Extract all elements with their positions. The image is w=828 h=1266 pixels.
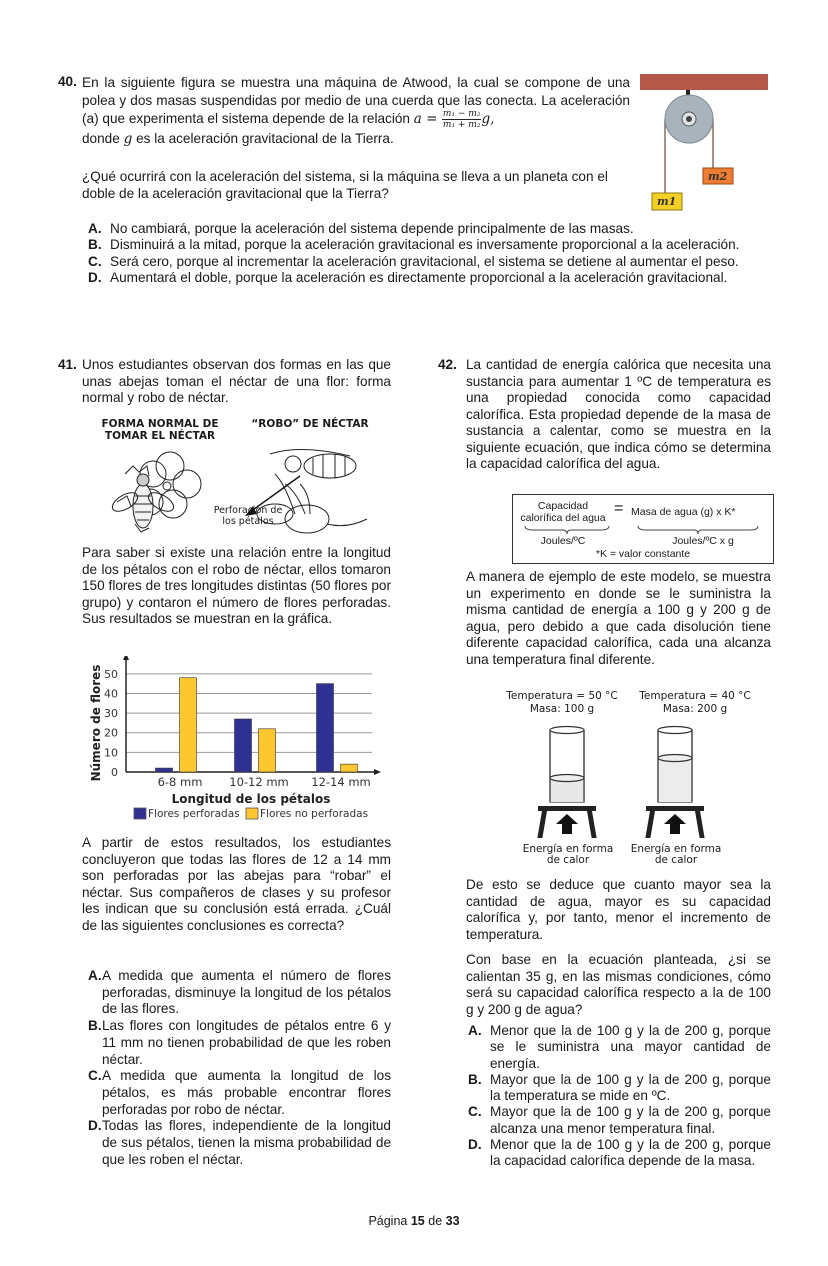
question-number: 41. [58, 357, 77, 372]
bar-perforated [235, 719, 252, 772]
option-d[interactable] [88, 270, 778, 286]
option-text: Las flores con longitudes de pétalos entre 6 y 11 mm no tienen probabilidad de que les roben néctar. [102, 1018, 391, 1067]
option-letter: D. [88, 1118, 102, 1134]
intro-text-2a: donde [82, 131, 120, 146]
figure-title-normal: FORMA NORMAL DE TOMAR EL NÉCTAR [101, 418, 219, 442]
current-page: 15 [410, 1214, 425, 1228]
option-text: Disminuirá a la mitad, porque la aceleración gravitacional es inversamente proporcional a la aceleración. [110, 237, 740, 253]
beakers-svg [498, 718, 763, 838]
question-41-para2: A partir de estos resultados, los estudiantes concluyeron que todas las flores de 12 a 14 mm son perforadas por las abejas para “robar” el néctar. Sus compañeros de clases y su profesor les indican que su conclusión está errada. ¿Cuál de las siguientes conclusiones es correcta? [82, 835, 391, 933]
question-40 [58, 74, 630, 202]
option-b[interactable] [88, 237, 778, 253]
formula [413, 109, 495, 130]
heat-arrow-2-icon [664, 814, 686, 834]
beaker-2-mass: Masa: 200 g [662, 703, 728, 715]
question-number: 40. [58, 74, 77, 89]
equation-lhs-unit: Joules/ºC [540, 535, 586, 547]
bar-not-perforated [341, 764, 358, 772]
atwood-machine-figure [640, 74, 770, 216]
flower-with-bee-icon [109, 452, 201, 532]
legend-label: Flores perforadas [148, 808, 240, 820]
formula-fraction [442, 109, 482, 130]
figure-title-robbery: “ROBO” DE NÉCTAR [251, 418, 369, 430]
beaker-1-mass: Masa: 100 g [529, 703, 595, 715]
question-number: 42. [438, 357, 457, 372]
option-b[interactable] [468, 1072, 771, 1105]
question-42-prompt: Con base en la ecuación planteada, ¿si se calientan 35 g, en las mismas condiciones, cómo será su capacidad calorífica respecto a la de 100 g y 200 g de agua? [466, 952, 771, 1017]
heat-capacity-equation [512, 494, 774, 564]
footer-middle: de [428, 1214, 443, 1228]
bar-perforated [156, 768, 173, 772]
question-40-intro [82, 74, 630, 149]
beaker-1-icon [550, 727, 584, 803]
option-c[interactable] [88, 254, 778, 270]
beaker-1-energy-label: Energía en forma de calor [522, 843, 614, 866]
mass-2-label: m2 [708, 170, 728, 183]
formula-lhs: a = [413, 111, 438, 127]
question-41-para1: Para saber si existe una relación entre la longitud de los pétalos con el robo de néctar, ellos tomaron 150 flores de tres longitudes distintas (50 flores por grupo) y contaron el número de flores perforadas. Sus resultados se muestran en la gráfica. [82, 545, 391, 626]
perforation-label: Perforación de los pétalos [213, 505, 283, 527]
footer-prefix: Página [368, 1214, 408, 1228]
option-letter: D. [468, 1137, 482, 1153]
option-letter: A. [468, 1023, 482, 1038]
formula-tail: g, [481, 111, 495, 127]
y-tick-label: 10 [104, 746, 118, 760]
option-b[interactable] [88, 1018, 391, 1068]
question-40-prompt: ¿Qué ocurrirá con la aceleración del sistema, si la máquina se lleva a un planeta con el doble de la aceleración gravitacional que la Tierra? [82, 168, 608, 201]
option-letter: B. [88, 1018, 102, 1034]
equation-rhs: Masa de agua (g) x K* [631, 506, 736, 518]
legend-swatch [246, 808, 258, 819]
y-tick-label: 30 [104, 707, 118, 721]
beaker-2-icon [658, 727, 692, 803]
equation-rhs-unit: Joules/ºC x g [672, 535, 734, 547]
bar-not-perforated [259, 729, 276, 772]
question-41-intro: Unos estudiantes observan dos formas en las que unas abejas toman el néctar de una flor: forma normal y robo de néctar. [82, 357, 391, 405]
y-tick-label: 0 [111, 766, 118, 779]
question-41 [58, 357, 391, 407]
option-letter: C. [88, 1068, 102, 1084]
beaker-1-temperature: Temperatura = 50 °C [506, 690, 618, 702]
equation-lhs: Capacidad calorífica del agua [520, 500, 606, 524]
brace-icons [523, 525, 768, 535]
x-tick-label: 12-14 mm [311, 775, 371, 789]
option-letter: A. [88, 221, 102, 236]
intro-text: En la siguiente figura se muestra una máquina de Atwood, la cual se compone de una polea y dos masas suspendidas por medio de una cuerda que las conecta. La aceleración (a) que experimenta el sistema depende de la relación [82, 75, 630, 126]
option-a[interactable] [88, 221, 778, 237]
g-symbol: g [123, 131, 133, 147]
question-42-para1: A manera de ejemplo de este modelo, se muestra un experimento en donde se le suministra la misma cantidad de energía a 100 g y 200 g de agua, pero debido a que cada disolución tiene diferente capacidad calorífica, cada una alcanza una temperatura final diferente. [466, 569, 771, 667]
beaker-experiment-figure [498, 690, 763, 870]
option-c[interactable] [468, 1104, 771, 1137]
x-tick-label: 10-12 mm [229, 775, 289, 789]
total-pages: 33 [445, 1214, 460, 1228]
y-axis-label: Número de flores [89, 664, 103, 782]
legend-swatch [134, 808, 146, 819]
beaker-2-temperature: Temperatura = 40 °C [639, 690, 751, 702]
question-42 [438, 357, 771, 473]
y-tick-label: 40 [104, 687, 118, 701]
option-letter: A. [88, 968, 102, 983]
intro-text-2b: es la aceleración gravitacional de la Tierra. [136, 131, 394, 146]
option-d[interactable] [88, 1118, 391, 1168]
question-42-intro: La cantidad de energía calórica que necesita una sustancia para aumentar 1 ºC de temperatura es una propiedad conocida como capacidad calorífica. Esta propiedad depende de la masa de sustancia a calentar, como se muestra en la siguiente ecuación, que indica cómo se determina la capacidad calorífica del agua. [466, 357, 771, 471]
option-d[interactable] [468, 1137, 771, 1170]
question-42-para2: De esto se deduce que cuanto mayor sea la cantidad de agua, mayor es su capacidad calorífica y, por tanto, menor el incremento de temperatura. [466, 877, 771, 942]
option-text: Menor que la de 100 g y la de 200 g, porque la capacidad calorífica depende de la masa. [490, 1137, 771, 1169]
option-letter: B. [88, 237, 102, 253]
y-axis-arrow-icon [123, 656, 129, 660]
y-tick-label: 20 [104, 726, 118, 740]
option-letter: C. [88, 253, 102, 269]
legend-label: Flores no perforadas [260, 808, 369, 820]
bee-nectar-figure [95, 418, 380, 536]
option-text: A medida que aumenta el número de flores perforadas, disminuye la longitud de los pétalos de las flores. [102, 968, 391, 1017]
question-40-options [88, 221, 778, 286]
x-axis-arrow-icon [374, 769, 381, 775]
option-letter: C. [468, 1104, 482, 1120]
heat-arrow-1-icon [556, 814, 578, 834]
option-c[interactable] [88, 1068, 391, 1118]
option-a[interactable] [468, 1023, 771, 1072]
y-tick-label: 50 [104, 667, 118, 681]
bar-chart-svg [84, 656, 384, 826]
option-text: No cambiará, porque la aceleración del sistema depende principalmente de las masas. [110, 221, 634, 236]
option-text: Mayor que la de 100 g y la de 200 g, porque alcanza una menor temperatura final. [490, 1104, 771, 1136]
option-a[interactable] [88, 968, 391, 1018]
option-text: Menor que la de 100 g y la de 200 g, porque se le suministra una mayor cantidad de energía. [490, 1023, 771, 1071]
option-text: A medida que aumenta la longitud de los pétalos, es más probable encontrar flores perforadas por robo de néctar. [102, 1068, 391, 1117]
ceiling-beam [640, 74, 768, 90]
option-text: Será cero, porque al incrementar la aceleración gravitacional, el sistema se detiene al aumentar el peso. [110, 253, 739, 269]
question-41-options [88, 968, 391, 1168]
bar-perforated [317, 684, 334, 772]
option-text: Aumentará el doble, porque la aceleración es directamente proporcional a la aceleración gravitacional. [110, 269, 728, 285]
option-text: Todas las flores, independiente de la longitud de sus pétalos, tienen la misma probabilidad de que les roben el néctar. [102, 1118, 391, 1167]
equation-equals: = [614, 500, 624, 517]
bar-chart [84, 656, 384, 826]
x-axis-label: Longitud de los pétalos [171, 792, 331, 806]
page-footer [0, 1213, 828, 1230]
x-tick-label: 6-8 mm [157, 775, 203, 789]
question-42-options [468, 1023, 771, 1170]
option-letter: D. [88, 269, 102, 285]
mass-1-label: m1 [657, 195, 677, 208]
option-letter: B. [468, 1071, 482, 1087]
option-text: Mayor que la de 100 g y la de 200 g, porque la temperatura se mide en ºC. [490, 1071, 771, 1104]
equation-footnote: *K = valor constante [595, 548, 691, 560]
beaker-2-energy-label: Energía en forma de calor [630, 843, 722, 866]
beaker-2-water [658, 758, 692, 802]
formula-numerator: m₁ − m₂ [442, 109, 481, 119]
formula-denominator: m₁ + m₂ [442, 120, 481, 130]
bar-not-perforated [180, 678, 197, 772]
